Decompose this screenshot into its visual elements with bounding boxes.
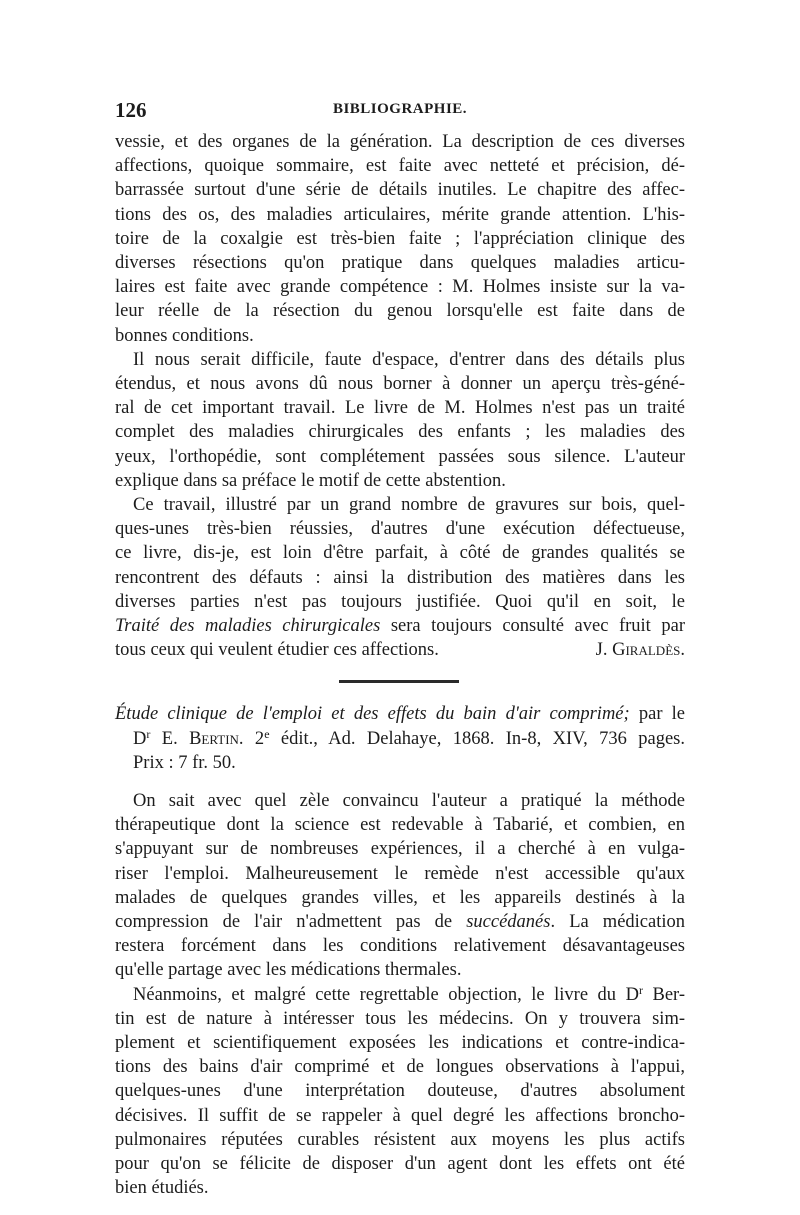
text-line: On sait avec quel zèle convaincu l'auteur a pratiqué la méthode — [133, 791, 685, 811]
superscript: r — [146, 726, 151, 741]
text-fragment: . La médication — [550, 912, 685, 932]
publication-info: édit., Ad. Delahaye, 1868. In-8, XIV, 736 pages. — [269, 728, 685, 749]
text-line: tions des bains d'air comprimé et de longues observations à l'appui, — [115, 1057, 685, 1078]
running-head: BIBLIOGRAPHIE. — [332, 101, 468, 117]
section-divider — [339, 680, 459, 683]
page-number: 126 — [115, 98, 147, 122]
text-fragment: Ber- — [642, 984, 685, 1005]
text-line: riser l'emploi. Malheureusement le remède n'est accessible qu'aux — [115, 863, 685, 884]
text-line: décisives. Il suffit de se rappeler à quel degré les affections broncho- — [115, 1105, 685, 1126]
text-fragment: 2 — [243, 728, 265, 749]
text-line: complet des maladies chirurgicales des enfants ; les maladies des — [115, 422, 685, 443]
text-fragment: tous ceux qui veulent étudier ces affections. — [115, 640, 439, 661]
text-line: malades de quelques grandes villes, et les appareils destinés à la — [115, 887, 685, 908]
text-line: tin est de nature à intéresser tous les médecins. On y trouvera sim- — [115, 1008, 685, 1029]
text-line: Il nous serait difficile, faute d'espace, d'entrer dans des détails plus — [133, 349, 685, 370]
review-author: E. Bertin. — [150, 728, 244, 749]
text-line: ce livre, dis-je, est loin d'être parfait, à côté de grandes qualités se — [115, 543, 685, 564]
text-line: restera forcément dans les conditions relativement désavantageuses — [115, 936, 685, 957]
text-line: pulmonaires réputées curables résistent aux moyens les plus actifs — [115, 1129, 685, 1150]
italic-term: succédanés — [466, 912, 551, 932]
text-line: toire de la coxalgie est très-bien faite ; l'appréciation clinique des — [115, 228, 685, 249]
text-line: laires est faite avec grande compétence : M. Holmes insiste sur la va- — [115, 277, 685, 298]
text-line: rencontrent des défauts : ainsi la distribution des matières dans les — [115, 567, 685, 588]
text-line: thérapeutique dont la science est redevable à Tabarié, et combien, en — [115, 815, 685, 836]
review-author-line — [133, 727, 685, 751]
text-fragment: sera toujours consulté avec fruit par — [380, 616, 685, 636]
superscript: r — [638, 982, 643, 997]
text-line: quelques-unes d'une interprétation douteuse, d'autres absolument — [115, 1081, 685, 1102]
text-line: s'appuyant sur de nombreuses expériences, il a cherché à en vulga- — [115, 839, 685, 860]
text-line: diverses résections qu'on pratique dans quelques maladies articu- — [115, 253, 685, 273]
text-line — [133, 983, 685, 1007]
text-line: bien étudiés. — [115, 1178, 209, 1199]
author-signature: J. Giraldès. — [595, 640, 685, 661]
text-line: ques-unes très-bien réussies, d'autres d'une exécution défectueuse, — [115, 519, 685, 540]
text-line: barrassée surtout d'une série de détails inutiles. Le chapitre des affec- — [115, 180, 685, 201]
text-fragment: compression de l'air n'admettent pas de — [115, 912, 467, 932]
text-line — [115, 638, 685, 662]
text-line: leur réelle de la résection du genou lorsqu'elle est faite dans de — [115, 301, 685, 322]
text-line: bonnes conditions. — [115, 325, 254, 346]
review-title: Étude clinique de l'emploi et des effets du bain d'air comprimé; — [115, 704, 630, 725]
text-line: Ce travail, illustré par un grand nombre de gravures sur bois, quel- — [133, 495, 685, 515]
text-line: yeux, l'orthopédie, sont complétement passées sous silence. L'auteur — [115, 446, 685, 467]
text-line: explique dans sa préface le motif de cette abstention. — [115, 470, 506, 491]
text-line: plement et scientifiquement exposées les indications et contre-indica- — [115, 1033, 685, 1053]
book-title: Traité des maladies chirurgicales — [115, 616, 381, 636]
text-line: diverses parties n'est pas toujours justifiée. Quoi qu'il en soit, le — [115, 591, 685, 612]
text-line: étendus, et nous avons dû nous borner à donner un aperçu très-géné- — [115, 374, 685, 394]
text-line: affections, quoique sommaire, est faite avec netteté et précision, dé- — [115, 156, 685, 177]
text-line: ral de cet important travail. Le livre de M. Holmes n'est pas un traité — [115, 398, 685, 419]
text-fragment: D — [133, 728, 147, 749]
text-line: vessie, et des organes de la génération. La description de ces diverses — [115, 132, 685, 152]
page-header — [115, 98, 685, 124]
text-line: qu'elle partage avec les médications thermales. — [115, 960, 462, 981]
text-line: tions des os, des maladies articulaires, mérite grande attention. L'his- — [115, 204, 685, 225]
review-title-line — [115, 702, 685, 726]
text-line — [115, 614, 685, 638]
review-price: Prix : 7 fr. 50. — [133, 752, 236, 773]
text-line — [115, 910, 685, 934]
text-line: pour qu'on se félicite de disposer d'un agent dont les effets ont été — [115, 1154, 685, 1174]
superscript: e — [264, 726, 270, 741]
text-fragment: par le — [629, 704, 685, 725]
text-fragment: Néanmoins, et malgré cette regrettable objection, le livre du D — [133, 984, 639, 1005]
